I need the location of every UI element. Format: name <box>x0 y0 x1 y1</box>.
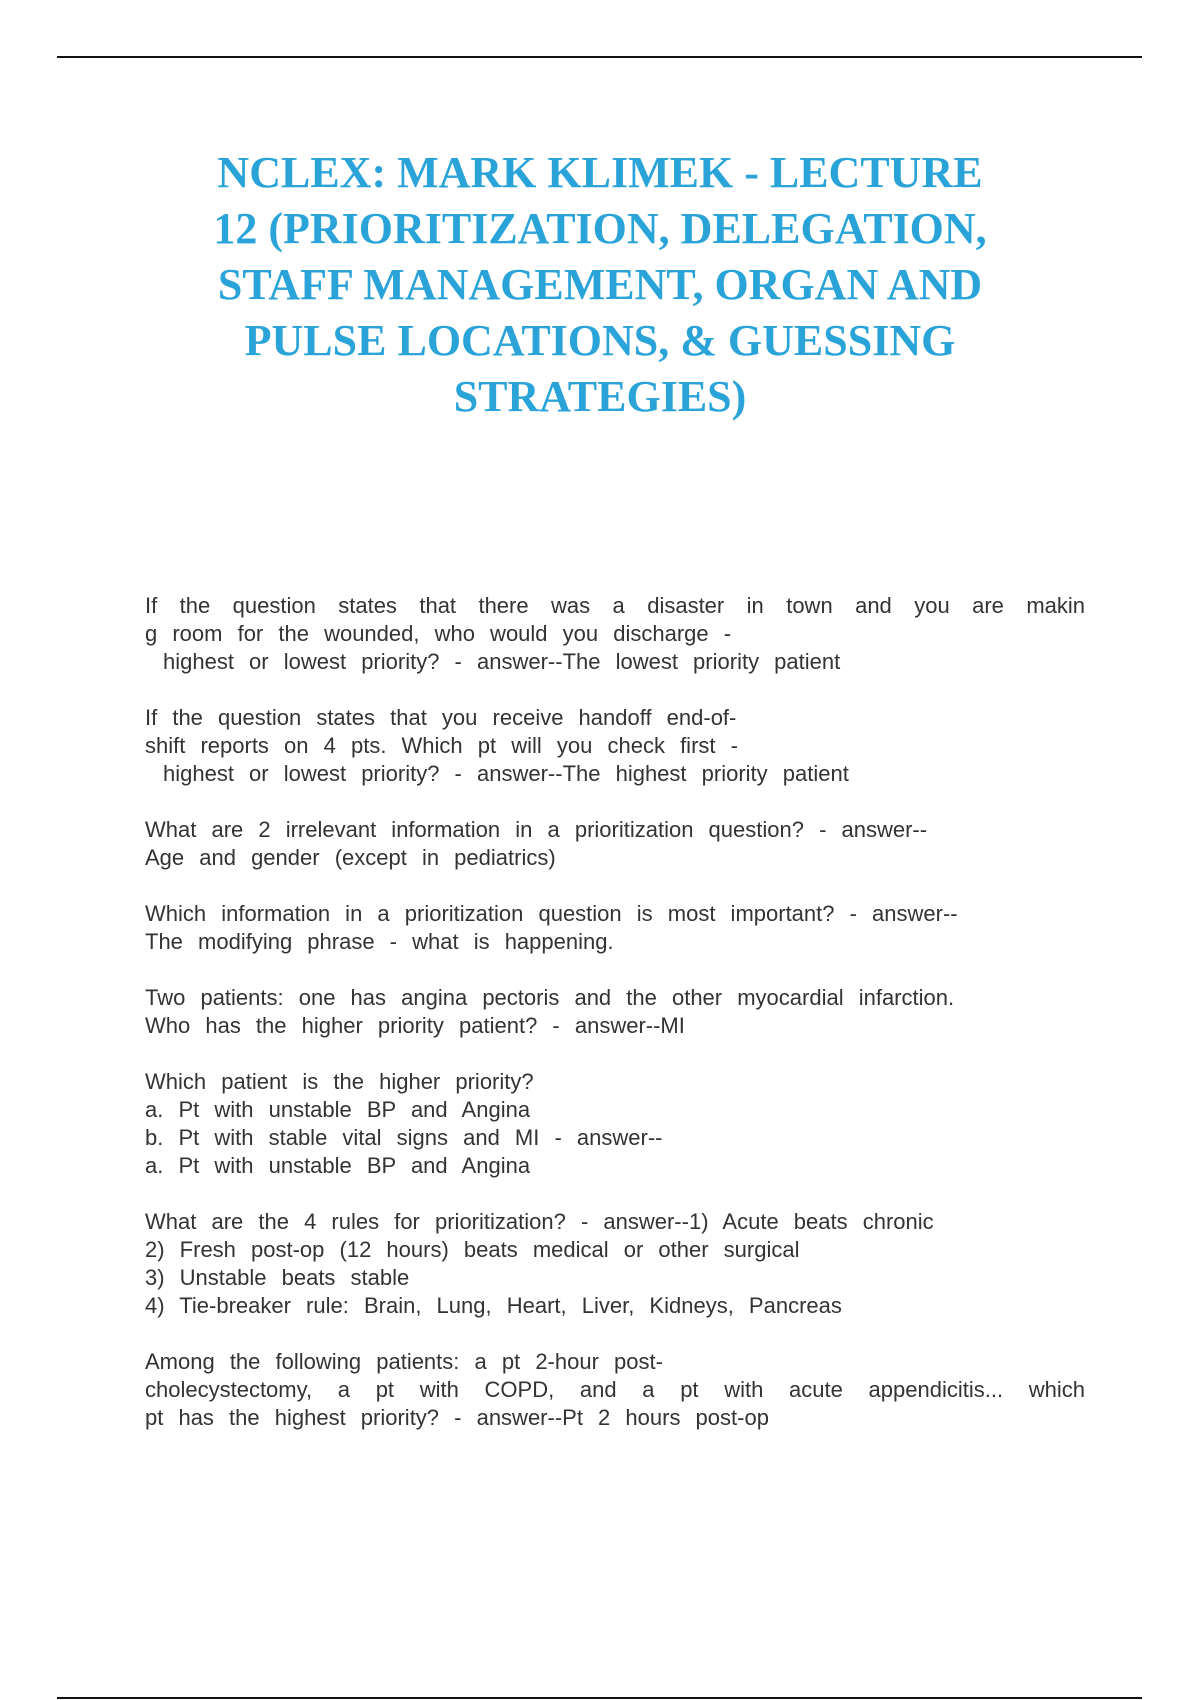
qa-line: Among the following patients: a pt 2-hour post- <box>145 1349 663 1374</box>
qa-line: cholecystectomy, a pt with COPD, and a pt with acute appendicitis... which <box>145 1377 1085 1402</box>
qa-item-highest-priority-post-op <box>145 1348 1085 1432</box>
top-rule <box>57 56 1142 58</box>
document-body <box>145 592 1085 1460</box>
qa-line: Age and gender (except in pediatrics) <box>145 845 556 870</box>
qa-line: shift reports on 4 pts. Which pt will you check first - <box>145 733 738 758</box>
title-line: PULSE LOCATIONS, & GUESSING <box>244 316 956 365</box>
qa-line: g room for the wounded, who would you discharge - <box>145 621 732 646</box>
qa-item-angina-vs-mi <box>145 984 1085 1040</box>
qa-item-prioritization-rules <box>145 1208 1085 1320</box>
title-line: NCLEX: MARK KLIMEK - LECTURE <box>217 148 983 197</box>
qa-line: Who has the higher priority patient? - answer--MI <box>145 1013 685 1038</box>
title-line: STAFF MANAGEMENT, ORGAN AND <box>217 260 983 309</box>
qa-line: 4) Tie-breaker rule: Brain, Lung, Heart, Liver, Kidneys, Pancreas <box>145 1293 842 1318</box>
title-line: STRATEGIES) <box>453 372 747 421</box>
qa-line: What are the 4 rules for prioritization? - answer--1) Acute beats chronic <box>145 1209 934 1234</box>
qa-line: b. Pt with stable vital signs and MI - answer-- <box>145 1125 663 1150</box>
title-line: 12 (PRIORITIZATION, DELEGATION, <box>213 204 987 253</box>
bottom-rule <box>57 1697 1142 1699</box>
qa-line: What are 2 irrelevant information in a prioritization question? - answer-- <box>145 817 928 842</box>
qa-line: Two patients: one has angina pectoris and the other myocardial infarction. <box>145 985 955 1010</box>
document-title <box>150 145 1050 425</box>
qa-line: Which information in a prioritization question is most important? - answer-- <box>145 901 958 926</box>
qa-line: 3) Unstable beats stable <box>145 1265 410 1290</box>
qa-line: pt has the highest priority? - answer--Pt 2 hours post-op <box>145 1405 769 1430</box>
qa-line: 2) Fresh post-op (12 hours) beats medical or other surgical <box>145 1237 800 1262</box>
qa-item-important-info <box>145 900 1085 956</box>
qa-item-irrelevant-info <box>145 816 1085 872</box>
qa-line: If the question states that there was a disaster in town and you are makin <box>145 593 1085 618</box>
qa-item-higher-priority-patient <box>145 1068 1085 1180</box>
qa-line: Which patient is the higher priority? <box>145 1069 534 1094</box>
qa-item-handoff-reports <box>145 704 1085 788</box>
qa-line: If the question states that you receive handoff end-of- <box>145 705 737 730</box>
qa-line: The modifying phrase - what is happening. <box>145 929 614 954</box>
qa-line: a. Pt with unstable BP and Angina <box>145 1097 531 1122</box>
qa-line: highest or lowest priority? - answer--The highest priority patient <box>163 761 849 786</box>
qa-line: highest or lowest priority? - answer--The lowest priority patient <box>163 649 841 674</box>
qa-item-disaster-discharge <box>145 592 1085 676</box>
qa-line: a. Pt with unstable BP and Angina <box>145 1153 531 1178</box>
